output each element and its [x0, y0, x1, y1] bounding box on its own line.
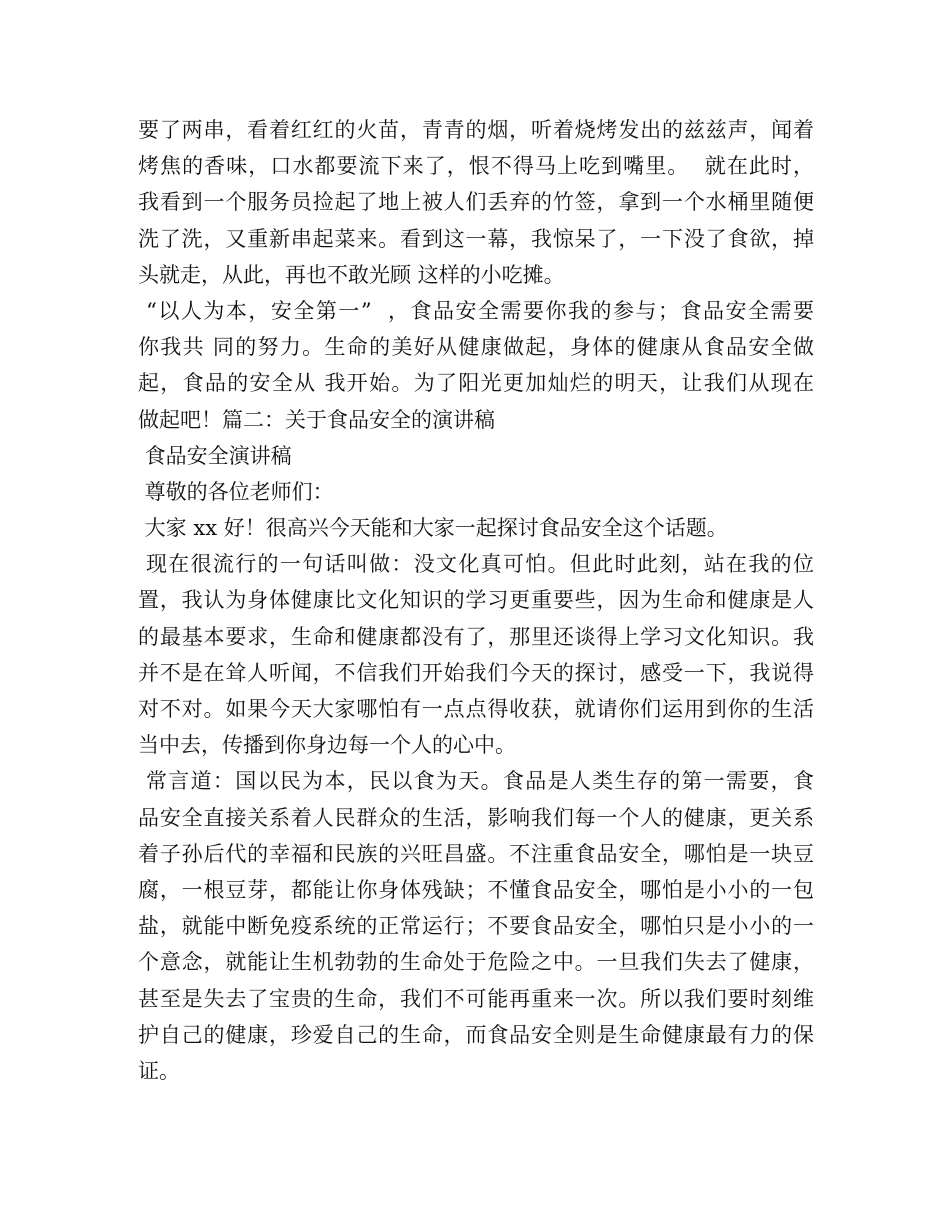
document-body — [138, 112, 814, 1089]
text-line: 置，我认为身体健康比文化知识的学习更重要些，因为生命和健康是人 — [138, 588, 814, 613]
text-line: 着子孙后代的幸福和民族的兴旺昌盛。不注重食品安全，哪怕是一块豆 — [138, 841, 814, 866]
text-line: 证。 — [138, 1058, 180, 1083]
text-line: 对不对。如果今天大家哪怕有一点点得收获，就请你们运用到你的生活 — [138, 697, 814, 721]
text-line: 大家 xx 好！很高兴今天能和大家一起探讨食品安全这个话题。 — [138, 516, 728, 541]
text-line: 的最基本要求，生命和健康都没有了，那里还谈得上学习文化知识。我 — [138, 624, 814, 649]
text-line: 甚至是失去了宝贵的生命，我们不可能再重来一次。所以我们要时刻维 — [138, 986, 814, 1011]
text-line: 品安全直接关系着人民群众的生活，影响我们每一个人的健康，更关系 — [138, 805, 814, 830]
text-line: 烤焦的香味，口水都要流下来了，恨不得马上吃到嘴里。 就在此时， — [138, 154, 814, 179]
text-line: 食品安全演讲稿 — [138, 443, 292, 468]
text-line: 盐，就能中断免疫系统的正常运行；不要食品安全，哪怕只是小小的一 — [138, 914, 814, 939]
text-line: 常言道：国以民为本，民以食为天。食品是人类生存的第一需要，食 — [138, 769, 814, 794]
text-line: 尊敬的各位老师们： — [138, 479, 334, 504]
text-line: 当中去，传播到你身边每一个人的心中。 — [138, 733, 516, 758]
text-line: 头就走，从此，再也不敢光顾 这样的小吃摊。 — [138, 262, 565, 287]
text-line: 现在很流行的一句话叫做：没文化真可怕。但此时此刻，站在我的位 — [138, 552, 814, 577]
text-line: “以人为本，安全第一” ，食品安全需要你我的参与；食品安全需要 — [138, 298, 814, 323]
text-line: 洗了洗，又重新串起菜来。看到这一幕，我惊呆了，一下没了食欲，掉 — [138, 226, 814, 251]
text-line: 护自己的健康，珍爱自己的生命，而食品安全则是生命健康最有力的保 — [138, 1022, 814, 1047]
text-line: 个意念，就能让生机勃勃的生命处于危险之中。一旦我们失去了健康， — [138, 950, 814, 975]
text-line: 腐，一根豆芽，都能让你身体残缺；不懂食品安全，哪怕是小小的一包 — [138, 877, 814, 902]
text-line: 要了两串，看着红红的火苗，青青的烟，听着烧烤发出的兹兹声，闻着 — [138, 118, 814, 142]
text-line: 做起吧！篇二：关于食品安全的演讲稿 — [138, 407, 495, 432]
text-line: 并不是在耸人听闻，不信我们开始我们今天的探讨，感受一下，我说得 — [138, 660, 814, 685]
text-line: 你我共 同的努力。生命的美好从健康做起，身体的健康从食品安全做 — [138, 335, 814, 360]
text-line: 起，食品的安全从 我开始。为了阳光更加灿烂的明天，让我们从现在 — [138, 371, 814, 396]
text-line: 我看到一个服务员捡起了地上被人们丢弃的竹签，拿到一个水桶里随便 — [138, 190, 814, 215]
